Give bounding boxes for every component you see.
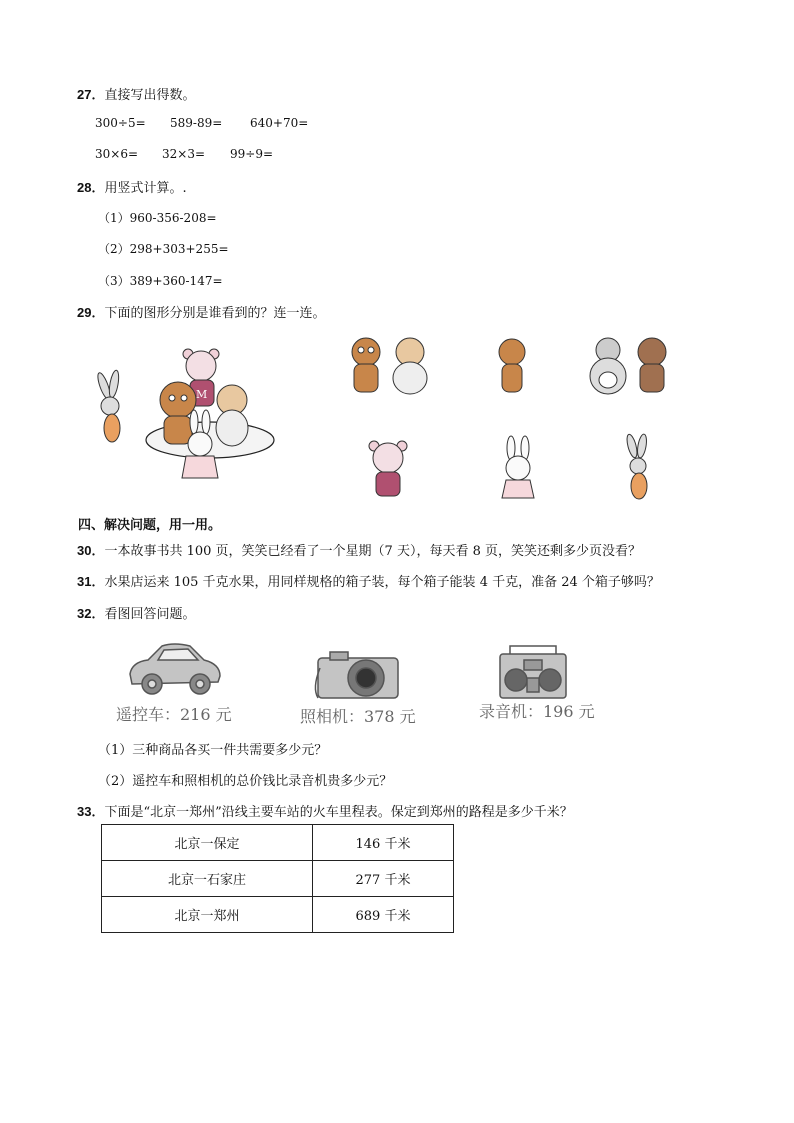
table-row <box>102 897 454 933</box>
q27-expr-6: 99÷9= <box>230 147 274 161</box>
mileage-table <box>101 824 454 933</box>
q29-scene-illustration <box>90 340 290 490</box>
product-label-camera: 照相机：378 元 <box>300 707 416 726</box>
q31-text: 水果店运来 105 千克水果，用同样规格的箱子装，每个箱子能装 4 千克，准备 24 个箱子够吗？ <box>104 575 660 590</box>
q30-text: 一本故事书共 100 页，笑笑已经看了一个星期（7 天），每天看 8 页，笑笑还剩多少页没看？ <box>104 544 642 559</box>
q27-expr-2: 589-89= <box>170 116 223 130</box>
distance-cell: 277 千米 <box>313 861 454 897</box>
q28-item-3: （3）389+360-147= <box>98 274 223 288</box>
q33-line: 33．下面是“北京一郑州”沿线主要车站的火车里程表。保定到郑州的路程是多少千米？ <box>77 804 573 820</box>
q28-item-1: （1）960-356-208= <box>98 211 217 225</box>
table-row <box>102 861 454 897</box>
q28-heading: 28．用竖式计算。. <box>77 180 187 196</box>
q32-heading: 32．看图回答问题。 <box>77 606 196 622</box>
distance-cell: 689 千米 <box>313 897 454 933</box>
view-bear <box>366 438 410 500</box>
q27-heading: 27．直接写出得数。 <box>77 87 196 103</box>
camera-image <box>312 648 402 700</box>
q28-title: 用竖式计算。. <box>104 181 187 196</box>
product-label-car: 遥控车：216 元 <box>116 705 232 724</box>
view-back-penguin-tiger <box>586 336 676 396</box>
rabbit-side-figure <box>95 370 120 442</box>
penguin-figure <box>216 385 248 446</box>
tiger-figure <box>160 382 196 444</box>
q27-expr-3: 640+70= <box>250 116 309 130</box>
bear-badge: M <box>196 388 208 401</box>
q27-number: 27 <box>77 87 92 102</box>
q29-number: 29 <box>77 305 92 320</box>
q27-title: 直接写出得数。 <box>104 88 196 103</box>
q32-question-2: （2）遥控车和照相机的总价钱比录音机贵多少元？ <box>98 774 393 789</box>
q30-number: 30 <box>77 543 92 558</box>
q30-line: 30．一本故事书共 100 页，笑笑已经看了一个星期（7 天），每天看 8 页，笑笑还剩多少页没看？ <box>77 543 642 559</box>
route-cell: 北京一保定 <box>102 825 313 861</box>
view-front-tiger-penguin <box>346 336 436 396</box>
q33-number: 33 <box>77 804 92 819</box>
q31-number: 31 <box>77 574 92 589</box>
view-side-tiger <box>492 336 532 396</box>
q32-number: 32 <box>77 606 92 621</box>
radio-image <box>496 642 570 700</box>
route-cell: 北京一郑州 <box>102 897 313 933</box>
toy-car-image <box>124 640 224 698</box>
q31-line: 31．水果店运来 105 千克水果，用同样规格的箱子装，每个箱子能装 4 千克，准备 24 个箱子够吗？ <box>77 574 660 590</box>
product-label-radio: 录音机：196 元 <box>479 702 595 721</box>
table-row <box>102 825 454 861</box>
q27-expr-4: 30×6= <box>95 147 139 161</box>
view-rabbit-front <box>496 436 540 500</box>
q29-title: 下面的图形分别是谁看到的？连一连。 <box>104 306 326 321</box>
q32-title: 看图回答问题。 <box>104 607 196 622</box>
view-rabbit-side <box>622 434 656 500</box>
distance-cell: 146 千米 <box>313 825 454 861</box>
q27-expr-1: 300÷5= <box>95 116 146 130</box>
q32-question-1: （1）三种商品各买一件共需要多少元？ <box>98 743 328 758</box>
section-4-title: 四、解决问题，用一用。 <box>78 518 222 533</box>
q29-heading: 29．下面的图形分别是谁看到的？连一连。 <box>77 305 326 321</box>
q27-expr-5: 32×3= <box>162 147 206 161</box>
q28-number: 28 <box>77 180 92 195</box>
route-cell: 北京一石家庄 <box>102 861 313 897</box>
q33-text: 下面是“北京一郑州”沿线主要车站的火车里程表。保定到郑州的路程是多少千米？ <box>104 805 573 820</box>
q28-item-2: （2）298+303+255= <box>98 242 229 256</box>
